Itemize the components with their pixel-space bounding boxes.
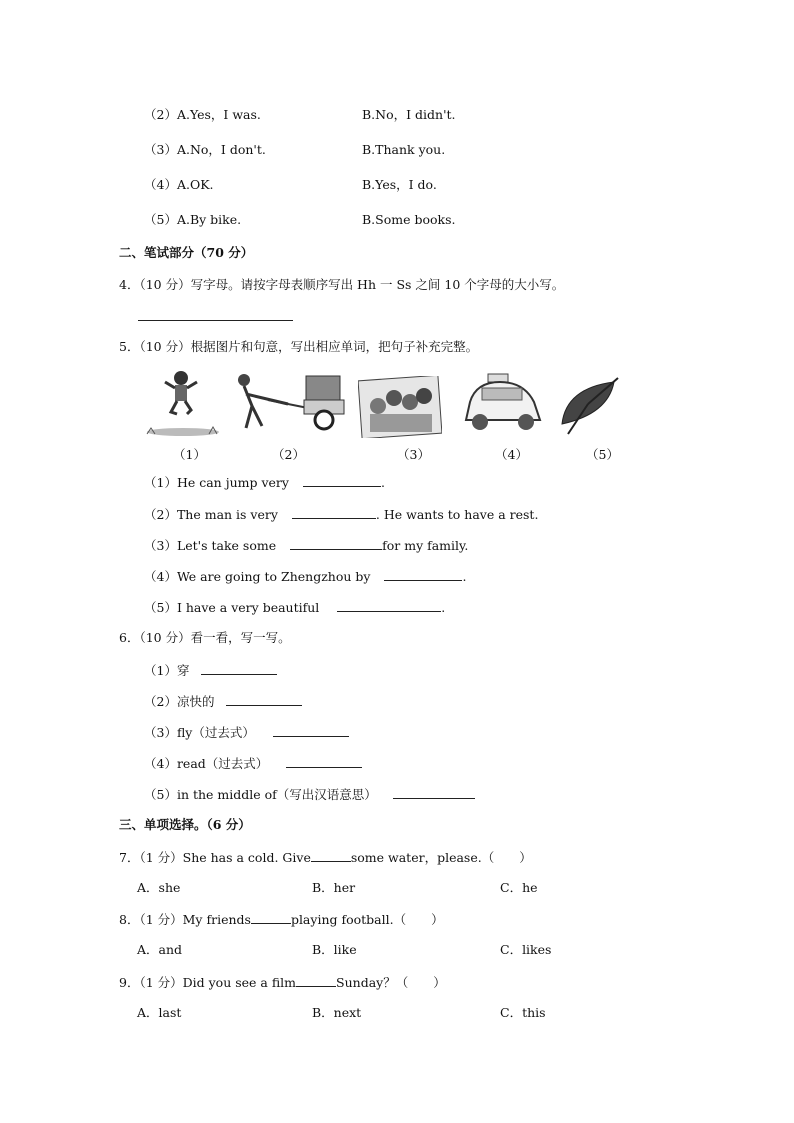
family-photo-picture — [358, 376, 442, 438]
q6-item-1: （1）穿 — [144, 662, 277, 679]
jumping-boy-picture — [143, 368, 223, 440]
q8-stem: 8．（1 分）My friends playing football.（ ） — [119, 912, 444, 927]
picture-caption-1: （1） — [173, 447, 206, 462]
blank-field[interactable] — [292, 506, 376, 519]
q7-option-b[interactable]: B．her — [312, 880, 356, 895]
q6-item-2: （2）凉快的 — [144, 693, 302, 710]
q8-option-a[interactable]: A．and — [137, 942, 183, 957]
option-row-2: （2）A.Yes，I was. — [144, 107, 261, 122]
q6-item-4: （4）read（过去式） — [144, 755, 362, 772]
q5-item-2: （2）The man is very . He wants to have a rest. — [144, 507, 539, 522]
q6-item-5: （5）in the middle of（写出汉语意思） — [144, 786, 475, 803]
q6-item-3: （3）fly（过去式） — [144, 724, 349, 741]
option-row-3: （3）A.No，I don't. — [144, 142, 266, 157]
q5-item-4: （4）We are going to Zhengzhou by . — [144, 569, 467, 584]
option-row-5: （5）A.By bike. — [144, 212, 242, 227]
q9-option-b[interactable]: B．next — [312, 1005, 362, 1020]
picture-caption-4: （4） — [495, 447, 528, 462]
q5-item-5: （5）I have a very beautiful . — [144, 600, 446, 615]
blank-field[interactable] — [296, 974, 336, 987]
q8-option-c[interactable]: C．likes — [500, 942, 552, 957]
option-b: B.Yes，I do. — [362, 177, 437, 192]
picture-caption-5: （5） — [586, 447, 619, 462]
q7-option-a[interactable]: A．she — [137, 880, 181, 895]
q8-option-b[interactable]: B．like — [312, 942, 357, 957]
blank-field[interactable] — [311, 849, 351, 862]
q5-item-3: （3）Let's take some for my family. — [144, 538, 469, 553]
q6-stem: 6．（10 分）看一看，写一写。 — [119, 630, 291, 645]
q7-option-c[interactable]: C．he — [500, 880, 538, 895]
blank-field[interactable] — [303, 474, 381, 487]
picture-caption-2: （2） — [272, 447, 305, 462]
q5-stem: 5．（10 分）根据图片和句意，写出相应单词，把句子补充完整。 — [119, 339, 479, 354]
q9-stem: 9．（1 分）Did you see a film Sunday？（ ） — [119, 975, 446, 990]
taxi-car-picture — [460, 372, 546, 438]
option-b: B.No，I didn't. — [362, 107, 456, 122]
q9-option-a[interactable]: A．last — [137, 1005, 182, 1020]
option-b: B.Thank you. — [362, 142, 446, 157]
blank-field[interactable] — [393, 786, 475, 799]
blank-field[interactable] — [226, 693, 302, 706]
blank-field[interactable] — [290, 537, 382, 550]
q7-stem: 7．（1 分）She has a cold. Give some water，please.（ ） — [119, 850, 532, 865]
section2-title: 二、笔试部分（70 分） — [119, 245, 254, 260]
blank-field[interactable] — [286, 755, 362, 768]
tired-man-pulling-cart-picture — [228, 370, 358, 436]
q4-stem: 4．（10 分）写字母。请按字母表顺序写出 Hh 一 Ss 之间 10 个字母的大小写。 — [119, 277, 565, 292]
q5-item-1: （1）He can jump very . — [144, 475, 385, 490]
section3-title: 三、单项选择。（6 分） — [119, 817, 251, 832]
umbrella-picture — [556, 374, 622, 440]
q9-option-c[interactable]: C．this — [500, 1005, 546, 1020]
blank-field[interactable] — [273, 724, 349, 737]
q4-answer-line[interactable] — [138, 320, 293, 321]
picture-caption-3: （3） — [397, 447, 430, 462]
blank-field[interactable] — [384, 568, 462, 581]
option-b: B.Some books. — [362, 212, 456, 227]
blank-field[interactable] — [337, 599, 441, 612]
option-row-4: （4）A.OK. — [144, 177, 214, 192]
blank-field[interactable] — [201, 662, 277, 675]
blank-field[interactable] — [251, 911, 291, 924]
